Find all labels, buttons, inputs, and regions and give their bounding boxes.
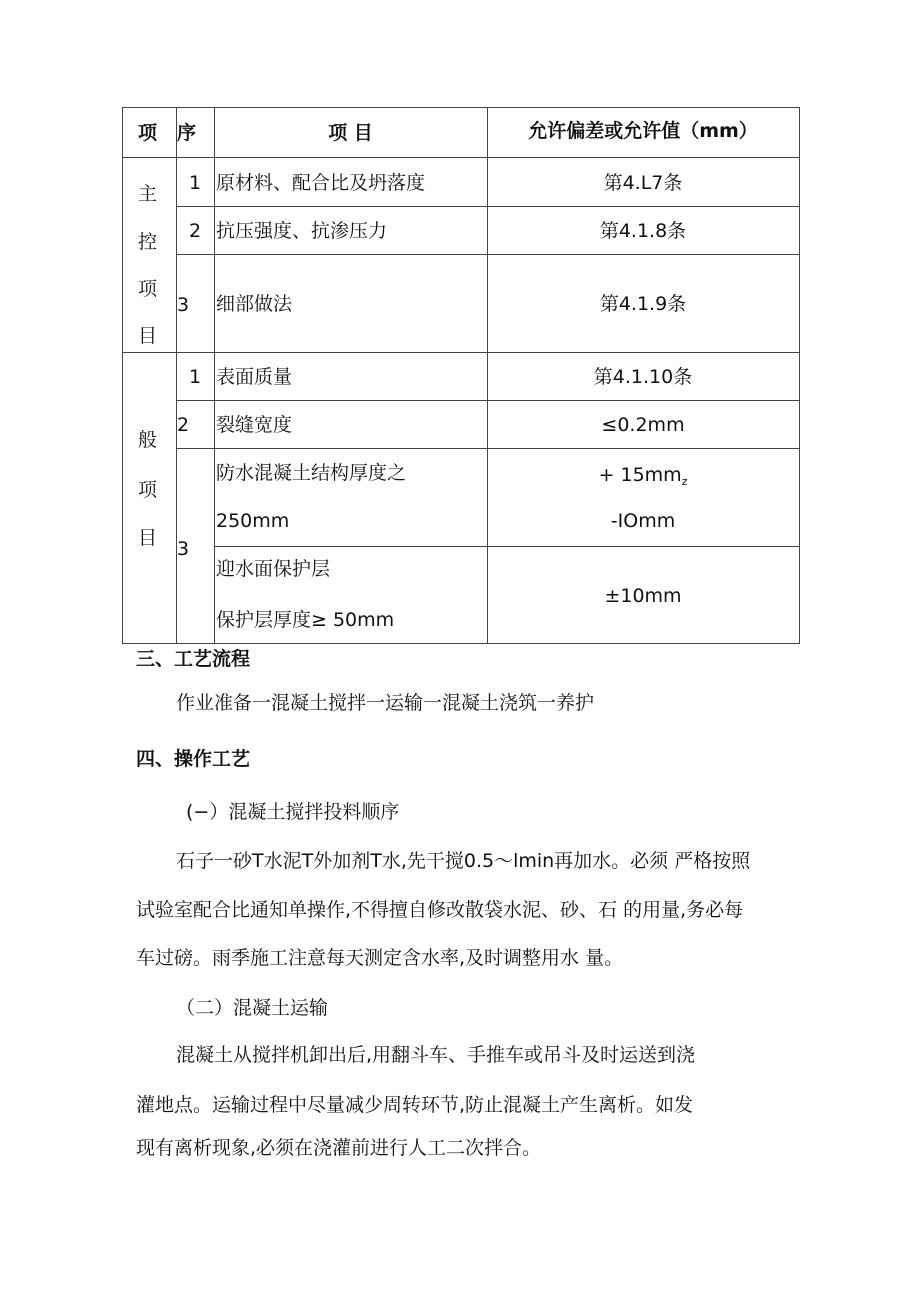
sub1-line: 车过磅。雨季施工注意每天测定含水率,及时调整用水 量。 (136, 947, 624, 969)
row-item: 细部做法 (216, 293, 293, 315)
row-seq: 3 (177, 294, 190, 316)
table-line (176, 400, 800, 401)
row-value: ≤0.2mm (601, 414, 685, 436)
table-line (176, 107, 177, 644)
row-value: 第4.1.9条 (599, 293, 687, 315)
row-value-line1 (487, 463, 799, 494)
sub2-line: 灌地点。运输过程中尽量减少周转环节,防止混凝土产生离析。如发 (136, 1094, 694, 1116)
group-general-char: 般 (138, 429, 158, 451)
row-seq: 3 (177, 538, 190, 560)
group-main-char: 目 (138, 325, 158, 347)
value-text: + 15mm (598, 464, 682, 486)
row-item: 表面质量 (216, 366, 293, 388)
group-general-char: 目 (138, 527, 158, 549)
sub1-line: 石子一砂T水泥T外加剂T水,先干搅0.5～lmin再加水。必须 严格按照 (176, 850, 751, 872)
section3-heading: 三、工艺流程 (136, 648, 251, 670)
section4-heading: 四、操作工艺 (136, 748, 251, 770)
row-seq: 1 (189, 366, 202, 388)
sub1-line: 试验室配合比通知单操作,不得擅自修改散袋水泥、砂、石 的用量,务必每 (136, 899, 744, 921)
table-line (122, 107, 800, 108)
row-value: 第4.L7条 (603, 172, 683, 194)
table-line (214, 107, 215, 644)
group-general-char: 项 (138, 479, 158, 501)
sub2-line: 混凝土从搅拌机卸出后,用翻斗车、手推车或吊斗及时运送到浇 (176, 1044, 696, 1066)
table-line (214, 546, 800, 547)
table-line (122, 352, 800, 353)
sub1-title: (−）混凝土搅拌投料顺序 (186, 801, 400, 823)
table-line (122, 643, 800, 644)
group-main-char: 主 (138, 183, 158, 205)
value-subscript: z (681, 475, 688, 488)
table-line (799, 107, 800, 644)
table-line (176, 254, 800, 255)
sub2-line: 现有离析现象,必须在浇灌前进行人工二次拌合。 (136, 1137, 542, 1159)
row-item-line1: 防水混凝土结构厚度之 (216, 462, 407, 484)
row-item-line1: 迎水面保护层 (216, 558, 331, 580)
table-line (176, 448, 800, 449)
group-main-char: 控 (138, 231, 158, 253)
row-value: ±10mm (604, 585, 682, 607)
sub2-title: （二）混凝土运输 (176, 997, 329, 1019)
header-col3: 项 目 (328, 122, 373, 144)
row-item: 原材料、配合比及坍落度 (216, 172, 426, 194)
section3-body: 作业准备一混凝土搅拌一运输一混凝土浇筑一养护 (176, 692, 595, 714)
row-seq: 1 (189, 172, 202, 194)
header-col1: 项 (138, 122, 158, 144)
row-value-line2: -IOmm (610, 510, 676, 532)
header-col2: 序 (177, 122, 197, 144)
header-col4: 允许偏差或允许值（mm） (528, 120, 758, 142)
group-main-char: 项 (138, 278, 158, 300)
row-item: 裂缝宽度 (216, 414, 293, 436)
row-item: 抗压强度、抗渗压力 (216, 220, 388, 242)
row-item-line2: 保护层厚度≥ 50mm (216, 609, 395, 631)
row-seq: 2 (177, 414, 190, 436)
row-value: 第4.1.8条 (599, 220, 687, 242)
row-value: 第4.1.10条 (593, 366, 693, 388)
table-line (122, 107, 123, 644)
row-seq: 2 (189, 220, 202, 242)
table-line (176, 206, 800, 207)
table-line (122, 157, 800, 158)
row-item-line2: 250mm (216, 510, 290, 532)
